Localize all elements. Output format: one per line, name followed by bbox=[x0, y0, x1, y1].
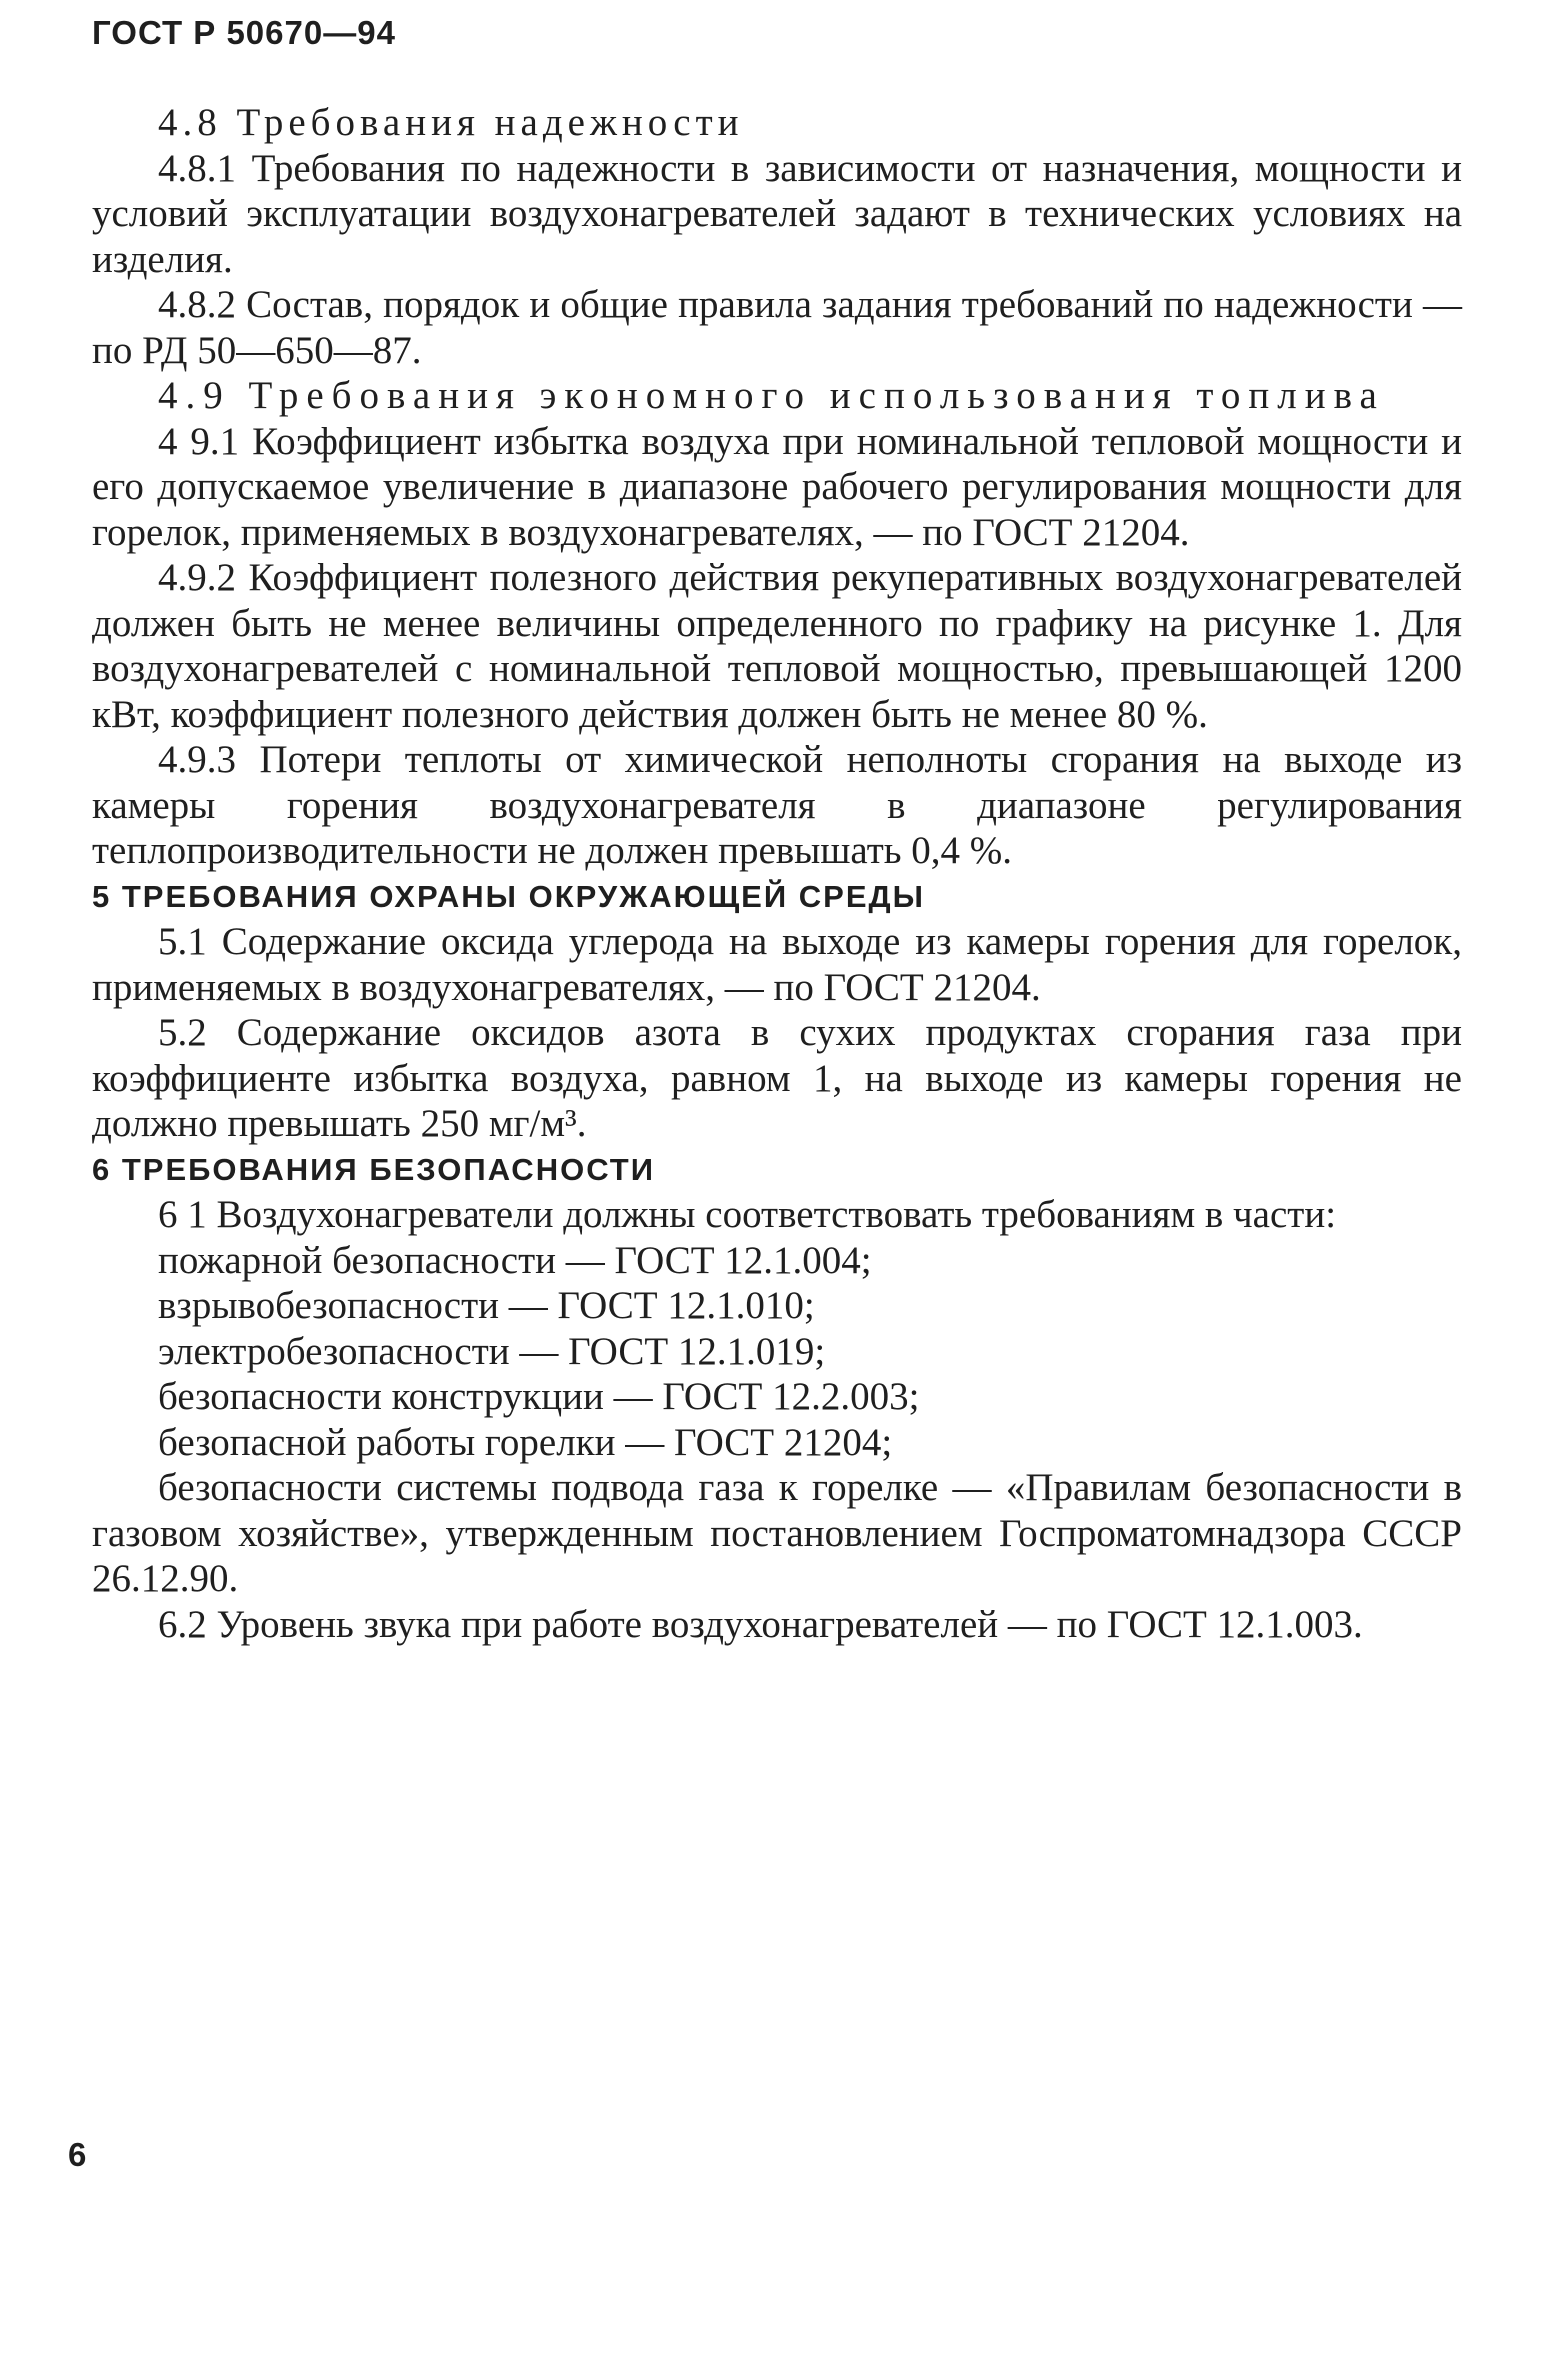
paragraph-6-1-intro: 6 1 Воздухонагреватели должны соответствовать требованиям в части: bbox=[158, 1193, 1337, 1236]
paragraph-4-8-2: 4.8.2 Состав, порядок и общие правила задания требований по надежности — по РД 50—650—87. bbox=[92, 283, 1462, 372]
section-heading-6: 6 ТРЕБОВАНИЯ БЕЗОПАСНОСТИ bbox=[92, 1151, 656, 1187]
subsection-title-4-8: 4.8 Требования надежности bbox=[158, 101, 744, 144]
list-item: безопасности конструкции — ГОСТ 12.2.003; bbox=[158, 1375, 920, 1418]
paragraph-4-9-3: 4.9.3 Потери теплоты от химической неполноты сгорания на выходе из камеры горения воздухонагревателя в диапазоне регулирования теплопроизводительности не должен превышать 0,4 %. bbox=[92, 738, 1462, 872]
subsection-title-4-9: 4.9 Требования экономного использования топлива bbox=[158, 374, 1385, 417]
paragraph-6-2: 6.2 Уровень звука при работе воздухонагревателей — по ГОСТ 12.1.003. bbox=[158, 1602, 1363, 1646]
list-item: электробезопасности — ГОСТ 12.1.019; bbox=[158, 1329, 826, 1373]
section-heading-5: 5 ТРЕБОВАНИЯ ОХРАНЫ ОКРУЖАЮЩЕЙ СРЕДЫ bbox=[92, 878, 925, 914]
document-id: ГОСТ Р 50670—94 bbox=[92, 14, 396, 51]
list-item: безопасной работы горелки — ГОСТ 21204; bbox=[158, 1420, 893, 1464]
paragraph-4-9-1: 4 9.1 Коэффициент избытка воздуха при номинальной тепловой мощности и его допускаемое увеличение в диапазоне рабочего регулирования мощности для горелок, применяемых в воздухонагревателях, — по ГОСТ 21204. bbox=[92, 419, 1462, 554]
paragraph-5-2: 5.2 Содержание оксидов азота в сухих продуктах сгорания газа при коэффициенте избытка воздуха, равном 1, на выходе из камеры горения не должно превышать 250 мг/м³. bbox=[92, 1011, 1462, 1145]
paragraph-6-1-last: безопасности системы подвода газа к горелке — «Правилам безопасности в газовом хозяйстве», утвержденным постановлением Госпроматомнадзора СССР 26.12.90. bbox=[92, 1466, 1462, 1600]
page-number: 6 bbox=[68, 2136, 87, 2173]
list-item: пожарной безопасности — ГОСТ 12.1.004; bbox=[158, 1238, 872, 1282]
paragraph-4-8-1: 4.8.1 Требования по надежности в зависимости от назначения, мощности и условий эксплуатации воздухонагревателей задают в технических условиях на изделия. bbox=[92, 146, 1462, 281]
list-item: взрывобезопасности — ГОСТ 12.1.010; bbox=[158, 1284, 815, 1327]
document-body bbox=[92, 100, 1462, 1647]
paragraph-4-9-2: 4.9.2 Коэффициент полезного действия рекуперативных воздухонагревателей должен быть не менее величины определенного по графику на рисунке 1. Для воздухонагревателей с номинальной тепловой мощностью, превышающей 1200 кВт, коэффициент полезного действия должен быть не менее 80 %. bbox=[92, 556, 1462, 736]
paragraph-5-1: 5.1 Содержание оксида углерода на выходе из камеры горения для горелок, применяемых в воздухонагревателях, — по ГОСТ 21204. bbox=[92, 920, 1462, 1009]
